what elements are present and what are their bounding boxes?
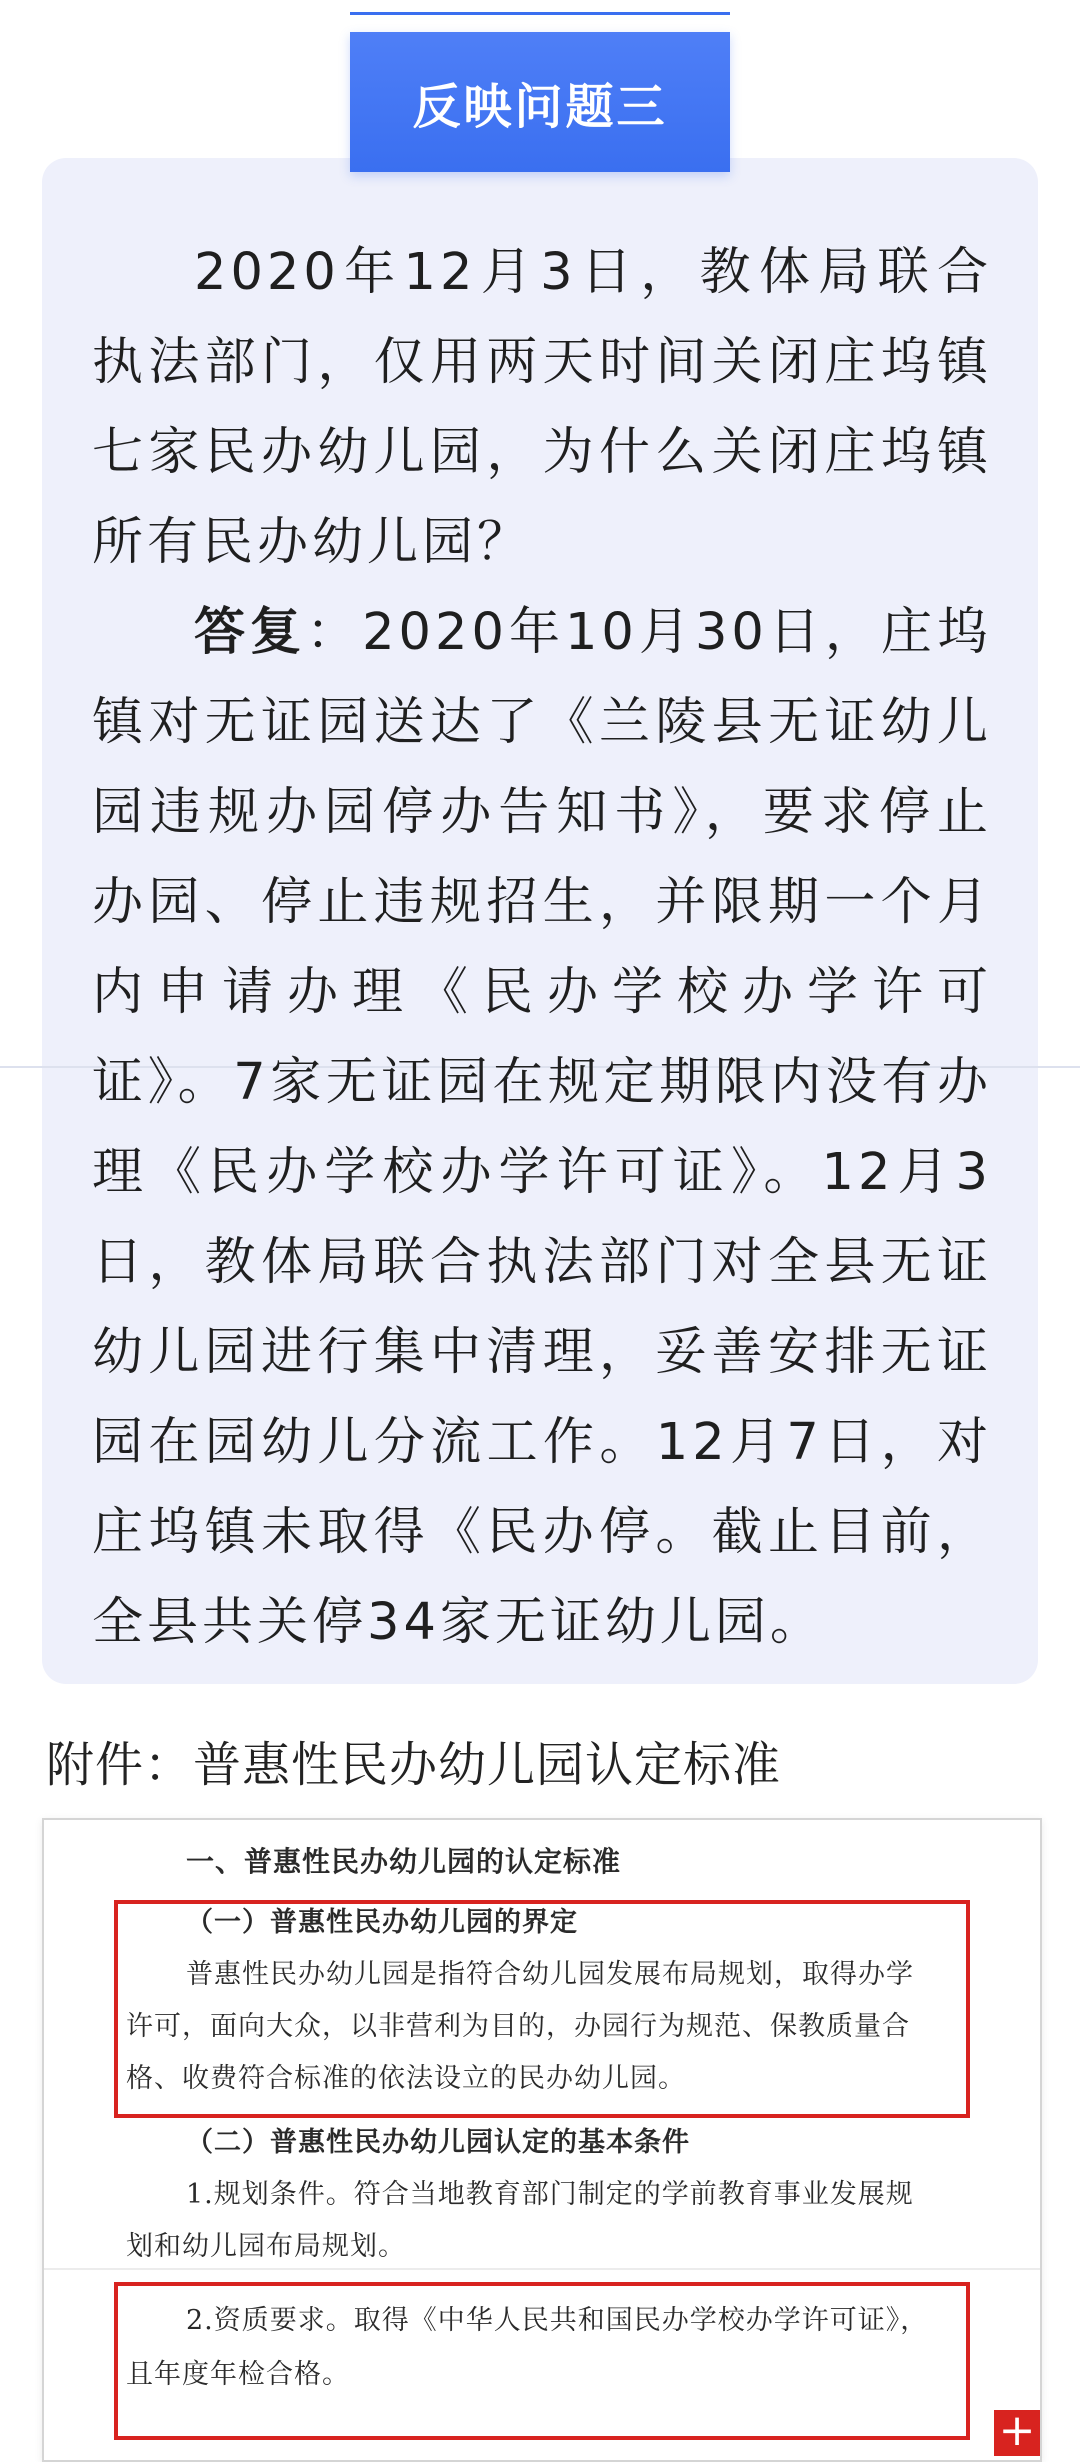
attachment-title: 附件：普惠性民办幼儿园认定标准 xyxy=(46,1737,782,1793)
page-break-mark xyxy=(44,2268,1040,2270)
doc-subheading-2: （二）普惠性民办幼儿园认定的基本条件 xyxy=(186,2127,690,2158)
doc-condition-1-line-2: 划和幼儿园布局规划。 xyxy=(126,2231,406,2262)
answer-paragraph xyxy=(92,588,992,1668)
card-content xyxy=(92,228,992,1668)
doc-condition-2-line-1: 2.资质要求。取得《中华人民共和国民办学校办学许可证》， xyxy=(186,2305,929,2336)
doc-definition-line-3: 格、收费符合标准的依法设立的民办幼儿园。 xyxy=(126,2063,686,2094)
doc-definition-line-1: 普惠性民办幼儿园是指符合幼儿园发展布局规划，取得办学 xyxy=(186,1959,914,1990)
answer-label: 答复 xyxy=(194,603,307,662)
top-accent-line xyxy=(350,12,730,15)
doc-condition-1-line-1: 1.规划条件。符合当地教育部门制定的学前教育事业发展规 xyxy=(186,2179,914,2210)
plus-icon[interactable]: + xyxy=(994,2410,1040,2456)
doc-condition-2-line-2: 且年度年检合格。 xyxy=(126,2359,350,2390)
doc-subheading-1: （一）普惠性民办幼儿园的界定 xyxy=(186,1907,578,1938)
highlight-box-qualification xyxy=(114,2282,970,2440)
doc-heading: 一、普惠性民办幼儿园的认定标准 xyxy=(186,1845,622,1878)
answer-text: ：2020年10月30日，庄坞镇对无证园送达了《兰陵县无证幼儿园违规办园停办告知书》，要求停止办园、停止违规招生，并限期一个月内申请办理《民办学校办学许可证》。7家无证园在规定期限内没有办理《民办学校办学许可证》。12月3日，教体局联合执法部门对全县无证幼儿园进行集中清理，妥善安排无证园在园幼儿分流工作。12月7日，对庄坞镇未取得《民办停。截止目前，全县共关停34家无证幼儿园。 xyxy=(92,603,992,1652)
question-text: 2020年12月3日，教体局联合执法部门，仅用两天时间关闭庄坞镇七家民办幼儿园，为什么关闭庄坞镇所有民办幼儿园？ xyxy=(92,243,992,572)
doc-definition-line-2: 许可，面向大众，以非营利为目的，办园行为规范、保教质量合 xyxy=(126,2011,910,2042)
highlight-box-definition xyxy=(114,1900,970,2118)
section-title: 反映问题三 xyxy=(350,32,730,172)
